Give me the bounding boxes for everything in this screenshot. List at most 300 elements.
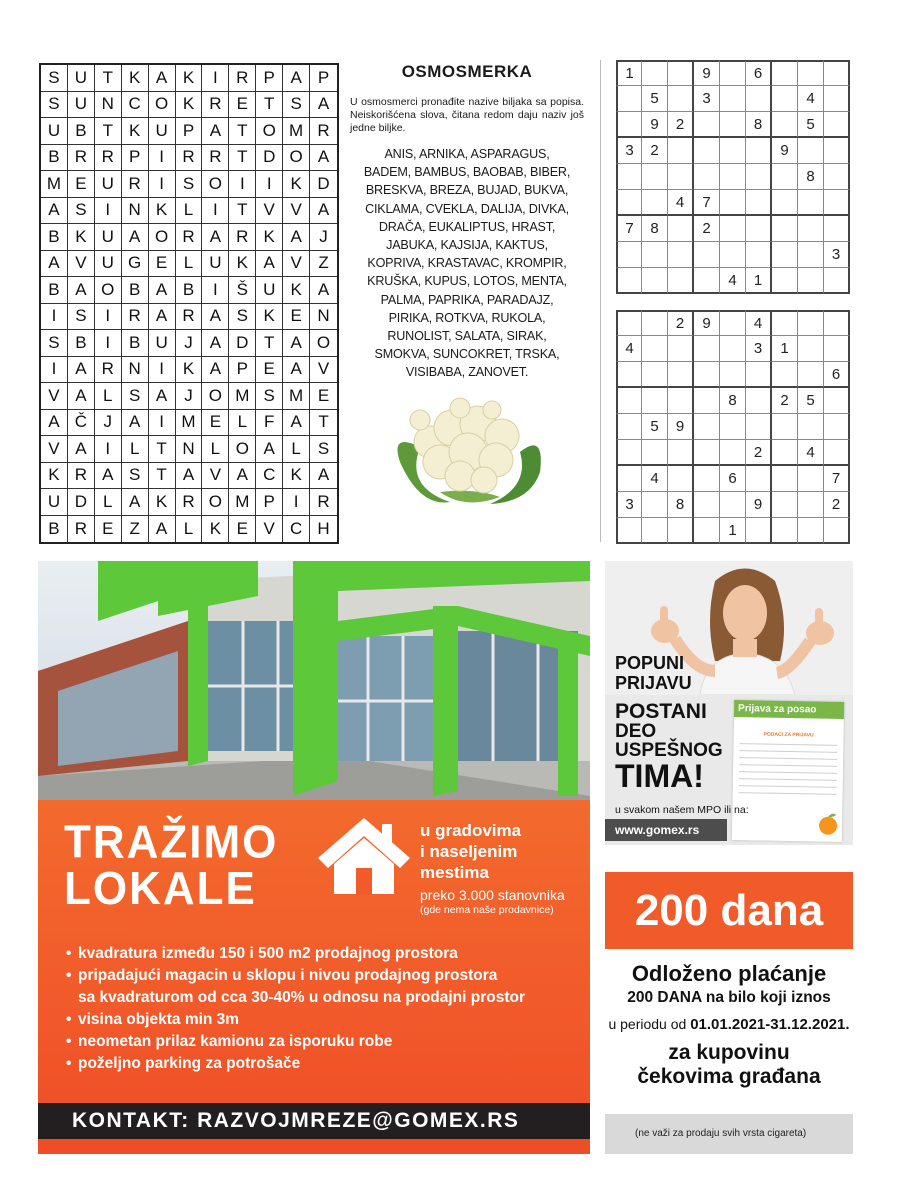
- wordsearch-cell: A: [41, 198, 68, 225]
- wordsearch-cell: U: [149, 118, 176, 145]
- dana-line5: čekovima građana: [637, 1065, 821, 1088]
- sudoku-cell[interactable]: [720, 440, 746, 466]
- sudoku-cell[interactable]: [772, 440, 798, 466]
- wordsearch-cell: B: [41, 224, 68, 251]
- word-list-line: SMOKVA, SUNCOKRET, TRSKA,: [374, 347, 560, 362]
- sudoku-cell[interactable]: [824, 310, 850, 336]
- wordsearch-cell: I: [95, 198, 122, 225]
- sudoku-cell[interactable]: 9: [694, 310, 720, 336]
- wordsearch-cell: I: [95, 330, 122, 357]
- wordsearch-cell: H: [317, 518, 330, 538]
- cities-line1: u gradovima: [420, 821, 522, 840]
- sudoku-cell[interactable]: [694, 112, 720, 138]
- wordsearch-cell: B: [41, 145, 68, 172]
- store-building-photo: [38, 561, 590, 800]
- sudoku-cell[interactable]: [720, 492, 746, 518]
- wordsearch-cell: T: [310, 410, 337, 437]
- sudoku-cell[interactable]: [668, 362, 694, 388]
- sudoku-cell[interactable]: [798, 492, 824, 518]
- sudoku-cell[interactable]: [746, 216, 772, 242]
- wordsearch-cell: A: [310, 463, 337, 490]
- sudoku-cell[interactable]: [772, 190, 798, 216]
- wordsearch-cell: V: [256, 516, 283, 543]
- sudoku-cell[interactable]: [772, 60, 798, 86]
- sudoku-cell[interactable]: 8: [642, 216, 668, 242]
- wordsearch-cell: I: [283, 489, 310, 516]
- wordsearch-cell: K: [256, 224, 283, 251]
- wordsearch-cell: E: [68, 171, 95, 198]
- sudoku-cell[interactable]: [720, 310, 746, 336]
- sudoku-cell[interactable]: 5: [642, 86, 668, 112]
- sudoku-cell[interactable]: [720, 164, 746, 190]
- wordsearch-cell: U: [202, 251, 229, 278]
- sudoku-cell[interactable]: 1: [746, 268, 772, 294]
- sudoku-cell[interactable]: 2: [694, 216, 720, 242]
- wordsearch-cell: A: [283, 65, 310, 92]
- wordsearch-cell: A: [202, 224, 229, 251]
- sudoku-cell[interactable]: [616, 362, 642, 388]
- sudoku-cell[interactable]: [720, 414, 746, 440]
- sudoku-cell[interactable]: [694, 518, 720, 544]
- sudoku-cell[interactable]: [720, 86, 746, 112]
- sudoku-cell[interactable]: [616, 112, 642, 138]
- sudoku-cell[interactable]: 2: [772, 388, 798, 414]
- sudoku-cell[interactable]: [824, 216, 850, 242]
- sudoku-cell[interactable]: 6: [720, 466, 746, 492]
- sudoku-cell[interactable]: [642, 60, 668, 86]
- sudoku-cell[interactable]: 4: [798, 86, 824, 112]
- wordsearch-cell: I: [149, 357, 176, 384]
- sudoku-cell[interactable]: 1: [772, 336, 798, 362]
- sudoku-cell[interactable]: 2: [642, 138, 668, 164]
- sudoku-cell[interactable]: 8: [798, 164, 824, 190]
- wordsearch-cell: M: [176, 410, 203, 437]
- wordsearch-cell: A: [283, 410, 310, 437]
- sudoku-cell[interactable]: [798, 466, 824, 492]
- postani-line3: USPEŠNOG: [615, 740, 723, 761]
- sudoku-cell[interactable]: 4: [616, 336, 642, 362]
- sudoku-cell[interactable]: [746, 242, 772, 268]
- wordsearch-cell: V: [283, 198, 310, 225]
- wordsearch-cell: K: [149, 198, 176, 225]
- wordsearch-cell: O: [310, 330, 337, 357]
- sudoku-cell[interactable]: [694, 268, 720, 294]
- wordsearch-cell: O: [283, 145, 310, 172]
- wordsearch-cell: K: [122, 118, 149, 145]
- sudoku-cell[interactable]: [642, 518, 668, 544]
- dana-banner: 200 dana: [605, 872, 853, 949]
- sudoku-cell[interactable]: 8: [746, 112, 772, 138]
- sudoku-cell[interactable]: [642, 362, 668, 388]
- word-list-line: DRAČA, EUKALIPTUS, HRAST,: [378, 219, 556, 234]
- wordsearch-cell: S: [122, 383, 149, 410]
- postani-line2: DEO: [615, 721, 657, 742]
- sudoku-cell[interactable]: [668, 466, 694, 492]
- sudoku-cell[interactable]: [772, 492, 798, 518]
- sudoku-cell[interactable]: [772, 216, 798, 242]
- wordsearch-cell: Z: [310, 251, 337, 278]
- sudoku-cell[interactable]: 4: [642, 466, 668, 492]
- sudoku-cell[interactable]: [746, 190, 772, 216]
- wordsearch-cell: T: [256, 92, 283, 119]
- sudoku-cell[interactable]: [616, 518, 642, 544]
- word-list-line: ANIS, ARNIKA, ASPARAGUS,: [384, 147, 550, 161]
- sudoku-cell[interactable]: 5: [642, 414, 668, 440]
- sudoku-cell[interactable]: [616, 268, 642, 294]
- sudoku-cell[interactable]: [824, 86, 850, 112]
- sudoku-cell[interactable]: [798, 268, 824, 294]
- sudoku-cell[interactable]: 9: [746, 492, 772, 518]
- wordsearch-cell: A: [149, 277, 176, 304]
- sudoku-cell[interactable]: [616, 466, 642, 492]
- wordsearch-cell: R: [310, 118, 337, 145]
- sudoku-cell[interactable]: [642, 336, 668, 362]
- sudoku-cell[interactable]: [772, 362, 798, 388]
- sudoku-cell[interactable]: [824, 414, 850, 440]
- wordsearch-cell: V: [68, 251, 95, 278]
- wordsearch-cell: B: [122, 277, 149, 304]
- sudoku-cell[interactable]: [720, 60, 746, 86]
- wordsearch-cell: A: [68, 357, 95, 384]
- requirement-item: [66, 965, 525, 987]
- wordsearch-cell: S: [283, 92, 310, 119]
- sudoku-cell[interactable]: [824, 138, 850, 164]
- sudoku-cell[interactable]: [694, 362, 720, 388]
- sudoku-cell[interactable]: [798, 518, 824, 544]
- sudoku-cell[interactable]: 6: [824, 362, 850, 388]
- wordsearch-cell: A: [202, 304, 229, 331]
- wordsearch-cell: A: [68, 277, 95, 304]
- sudoku-cell[interactable]: 1: [616, 60, 642, 86]
- sudoku-cell[interactable]: [824, 440, 850, 466]
- sudoku-cell[interactable]: 4: [668, 190, 694, 216]
- sudoku-cell[interactable]: [668, 518, 694, 544]
- wordsearch-cell: U: [41, 118, 68, 145]
- wordsearch-cell: S: [41, 65, 68, 92]
- wordsearch-cell: R: [68, 145, 95, 172]
- wordsearch-cell: A: [68, 383, 95, 410]
- wordsearch-cell: V: [310, 357, 337, 384]
- sudoku-cell[interactable]: [798, 310, 824, 336]
- sudoku-cell[interactable]: [720, 216, 746, 242]
- wordsearch-cell: U: [68, 92, 95, 119]
- wordsearch-cell: A: [256, 251, 283, 278]
- dana-note: (ne važi za prodaju svih vrsta cigareta): [635, 1128, 807, 1139]
- sudoku-cell[interactable]: [642, 242, 668, 268]
- sudoku-cell[interactable]: [642, 440, 668, 466]
- wordsearch-cell: K: [256, 304, 283, 331]
- sudoku-cell[interactable]: [694, 164, 720, 190]
- sudoku-cell[interactable]: [616, 190, 642, 216]
- sudoku-cell[interactable]: [694, 414, 720, 440]
- sudoku-cell[interactable]: [668, 216, 694, 242]
- sudoku-cell[interactable]: 8: [720, 388, 746, 414]
- wordsearch-cell: S: [41, 330, 68, 357]
- sudoku-cell[interactable]: 8: [668, 492, 694, 518]
- wordsearch-cell: S: [256, 383, 283, 410]
- sudoku-cell[interactable]: [616, 242, 642, 268]
- bullet-icon: •: [66, 945, 72, 962]
- sudoku-cell[interactable]: [798, 190, 824, 216]
- sudoku-cell[interactable]: [746, 388, 772, 414]
- wordsearch-cell: E: [310, 383, 337, 410]
- sudoku-cell[interactable]: [720, 112, 746, 138]
- cities-line4: (gde nema naše prodavnice): [420, 904, 554, 916]
- wordsearch-cell: T: [149, 436, 176, 463]
- sudoku-cell[interactable]: [616, 414, 642, 440]
- wordsearch-cell: K: [122, 65, 149, 92]
- sudoku-cell[interactable]: [824, 190, 850, 216]
- word-list: [350, 145, 584, 382]
- sudoku-cell[interactable]: [798, 362, 824, 388]
- sudoku-cell[interactable]: 4: [798, 440, 824, 466]
- sudoku-cell[interactable]: 3: [824, 242, 850, 268]
- sudoku-cell[interactable]: [824, 518, 850, 544]
- sudoku-cell[interactable]: [642, 164, 668, 190]
- sudoku-cell[interactable]: [642, 310, 668, 336]
- sudoku-cell[interactable]: 9: [642, 112, 668, 138]
- sudoku-cell[interactable]: [824, 336, 850, 362]
- sudoku-cell[interactable]: 2: [668, 310, 694, 336]
- wordsearch-cell: K: [202, 516, 229, 543]
- sudoku-cell[interactable]: [616, 164, 642, 190]
- sudoku-cell[interactable]: [694, 388, 720, 414]
- sudoku-cell[interactable]: [616, 310, 642, 336]
- sudoku-cell[interactable]: [694, 466, 720, 492]
- wordsearch-cell: T: [95, 118, 122, 145]
- wordsearch-cell: P: [256, 65, 283, 92]
- word-list-line: CIKLAMA, CVEKLA, DALIJA, DIVKA,: [365, 201, 569, 216]
- application-form-image: [732, 700, 844, 842]
- wordsearch-cell: J: [176, 383, 203, 410]
- wordsearch-cell: V: [283, 251, 310, 278]
- sudoku-cell[interactable]: 3: [694, 86, 720, 112]
- dana-note-box: [605, 1114, 853, 1154]
- sudoku-cell[interactable]: [720, 138, 746, 164]
- sudoku-cell[interactable]: [798, 242, 824, 268]
- wordsearch-cell: U: [256, 277, 283, 304]
- sudoku-cell[interactable]: [798, 138, 824, 164]
- sudoku-cell[interactable]: [772, 414, 798, 440]
- wordsearch-cell: S: [229, 304, 256, 331]
- wordsearch-cell: N: [95, 92, 122, 119]
- sudoku-cell[interactable]: [772, 268, 798, 294]
- wordsearch-cell: J: [310, 224, 337, 251]
- wordsearch-cell: A: [310, 92, 337, 119]
- sudoku-cell[interactable]: [616, 86, 642, 112]
- sudoku-cell[interactable]: [668, 60, 694, 86]
- job-small-text: u svakom našem MPO ili na:: [615, 804, 749, 816]
- requirement-text: kvadratura između 150 i 500 m2 prodajnog prostora: [78, 945, 458, 962]
- requirement-item: [66, 1009, 525, 1031]
- sudoku-cell[interactable]: [642, 388, 668, 414]
- wordsearch-cell: J: [95, 410, 122, 437]
- sudoku-cell[interactable]: [668, 86, 694, 112]
- sudoku-cell[interactable]: [616, 388, 642, 414]
- sudoku-cell[interactable]: [746, 164, 772, 190]
- wordsearch-grid: [39, 63, 339, 544]
- sudoku-cell[interactable]: 5: [798, 388, 824, 414]
- sudoku-cell[interactable]: [720, 242, 746, 268]
- wordsearch-cell: M: [283, 383, 310, 410]
- sudoku-cell[interactable]: [720, 362, 746, 388]
- sudoku-cell[interactable]: [772, 518, 798, 544]
- requirement-text: poželjno parking za potrošače: [78, 1055, 301, 1072]
- sudoku-cell[interactable]: 9: [772, 138, 798, 164]
- wordsearch-cell: A: [229, 463, 256, 490]
- sudoku-cell[interactable]: [824, 60, 850, 86]
- sudoku-cell[interactable]: [824, 112, 850, 138]
- sudoku-cell[interactable]: [798, 216, 824, 242]
- sudoku-cell[interactable]: [746, 138, 772, 164]
- dana-line2: 200 DANA na bilo koji iznos: [627, 989, 831, 1006]
- sudoku-cell[interactable]: [772, 112, 798, 138]
- sudoku-cell[interactable]: 7: [694, 190, 720, 216]
- wordsearch-cell: E: [95, 516, 122, 543]
- wordsearch-cell: J: [176, 330, 203, 357]
- sudoku-cell[interactable]: 2: [746, 440, 772, 466]
- sudoku-cell[interactable]: [694, 138, 720, 164]
- postani-text: [615, 701, 723, 792]
- form-subtitle: PODACI ZA PRIJAVU: [763, 731, 814, 739]
- sudoku-cell[interactable]: [772, 86, 798, 112]
- sudoku-cell[interactable]: 6: [746, 60, 772, 86]
- popuni-prijavu: [615, 653, 692, 693]
- sudoku-cell[interactable]: [642, 492, 668, 518]
- wordsearch-cell: S: [41, 92, 68, 119]
- sudoku-cell[interactable]: [668, 164, 694, 190]
- sudoku-cell[interactable]: [746, 86, 772, 112]
- wordsearch-cell: B: [41, 516, 68, 543]
- wordsearch-cell: R: [176, 304, 203, 331]
- sudoku-cell[interactable]: [668, 440, 694, 466]
- wordsearch-cell: T: [229, 145, 256, 172]
- wordsearch-cell: L: [229, 410, 256, 437]
- sudoku-cell[interactable]: 2: [668, 112, 694, 138]
- sudoku-cell[interactable]: 5: [798, 112, 824, 138]
- wordsearch-cell: F: [256, 410, 283, 437]
- sudoku-cell[interactable]: [824, 268, 850, 294]
- popuni-line2: PRIJAVU: [615, 673, 692, 693]
- sudoku-cell[interactable]: [668, 242, 694, 268]
- puzzle-title: OSMOSMERKA: [401, 62, 533, 81]
- sudoku-cell[interactable]: 4: [720, 268, 746, 294]
- wordsearch-cell: R: [229, 224, 256, 251]
- wordsearch-cell: R: [202, 92, 229, 119]
- sudoku-cell[interactable]: [694, 336, 720, 362]
- wordsearch-cell: K: [41, 463, 68, 490]
- wordsearch-cell: T: [229, 118, 256, 145]
- word-list-line: KOPRIVA, KRASTAVAC, KROMPIR,: [367, 256, 567, 271]
- dana-line4: za kupovinu: [668, 1041, 790, 1064]
- bullet-icon: •: [66, 1055, 72, 1072]
- wordsearch-cell: M: [283, 118, 310, 145]
- wordsearch-cell: N: [176, 436, 203, 463]
- sudoku-cell[interactable]: [668, 138, 694, 164]
- wordsearch-cell: R: [95, 357, 122, 384]
- sudoku-cell[interactable]: [824, 388, 850, 414]
- wordsearch-cell: O: [202, 489, 229, 516]
- sudoku-cell[interactable]: [798, 60, 824, 86]
- sudoku-cell[interactable]: 3: [746, 336, 772, 362]
- postani-line4: TIMA!: [615, 758, 704, 794]
- wordsearch-cell: R: [122, 171, 149, 198]
- sudoku-cell[interactable]: [746, 362, 772, 388]
- sudoku-cell[interactable]: [772, 310, 798, 336]
- sudoku-cell[interactable]: [798, 336, 824, 362]
- sudoku-cell[interactable]: [746, 414, 772, 440]
- wordsearch-cell: B: [176, 277, 203, 304]
- sudoku-cell[interactable]: 7: [824, 466, 850, 492]
- sudoku-cell[interactable]: [642, 190, 668, 216]
- wordsearch-cell: A: [176, 463, 203, 490]
- job-url[interactable]: www.gomex.rs: [605, 819, 727, 841]
- sudoku-cell[interactable]: [694, 242, 720, 268]
- column-divider: [600, 60, 601, 542]
- wordsearch-cell: Z: [122, 516, 149, 543]
- wordsearch-cell: K: [149, 489, 176, 516]
- wordsearch-cell: M: [229, 489, 256, 516]
- wordsearch-cell: A: [256, 436, 283, 463]
- sudoku-cell[interactable]: [694, 492, 720, 518]
- sudoku-grid-2: [616, 310, 850, 544]
- sudoku-cell[interactable]: [668, 388, 694, 414]
- wordsearch-cell: S: [122, 463, 149, 490]
- sudoku-cell[interactable]: 7: [616, 216, 642, 242]
- sudoku-cell[interactable]: 2: [824, 492, 850, 518]
- sudoku-cell[interactable]: [798, 414, 824, 440]
- sudoku-cell[interactable]: 1: [720, 518, 746, 544]
- bullet-icon: •: [66, 967, 72, 984]
- sudoku-cell[interactable]: 9: [668, 414, 694, 440]
- wordsearch-cell: O: [95, 277, 122, 304]
- wordsearch-cell: R: [310, 489, 337, 516]
- sudoku-cell[interactable]: [772, 466, 798, 492]
- sudoku-cell[interactable]: [772, 164, 798, 190]
- sudoku-cell[interactable]: [772, 242, 798, 268]
- sudoku-cell[interactable]: [616, 440, 642, 466]
- sudoku-cell[interactable]: [746, 466, 772, 492]
- sudoku-cell[interactable]: [720, 336, 746, 362]
- wordsearch-cell: K: [68, 224, 95, 251]
- wordsearch-cell: R: [68, 516, 95, 543]
- sudoku-cell[interactable]: 4: [746, 310, 772, 336]
- wordsearch-cell: P: [122, 145, 149, 172]
- sudoku-cell[interactable]: 9: [694, 60, 720, 86]
- sudoku-cell[interactable]: [824, 164, 850, 190]
- sudoku-cell[interactable]: [668, 268, 694, 294]
- wordsearch-cell: I: [95, 436, 122, 463]
- wordsearch-cell: R: [229, 65, 256, 92]
- wordsearch-cell: A: [310, 145, 337, 172]
- sudoku-cell[interactable]: [694, 440, 720, 466]
- sudoku-cell[interactable]: [668, 336, 694, 362]
- sudoku-cell[interactable]: [746, 518, 772, 544]
- wordsearch-cell: L: [95, 489, 122, 516]
- wordsearch-cell: I: [229, 171, 256, 198]
- wordsearch-cell: A: [310, 277, 337, 304]
- wordsearch-cell: I: [202, 277, 229, 304]
- wordsearch-cell: T: [229, 198, 256, 225]
- job-ad: [605, 561, 853, 845]
- sudoku-cell[interactable]: 3: [616, 138, 642, 164]
- sudoku-cell[interactable]: [720, 190, 746, 216]
- sudoku-cell[interactable]: [642, 268, 668, 294]
- requirement-text: visina objekta min 3m: [78, 1011, 240, 1028]
- wordsearch-cell: A: [149, 383, 176, 410]
- wordsearch-cell: T: [95, 65, 122, 92]
- sudoku-cell[interactable]: 3: [616, 492, 642, 518]
